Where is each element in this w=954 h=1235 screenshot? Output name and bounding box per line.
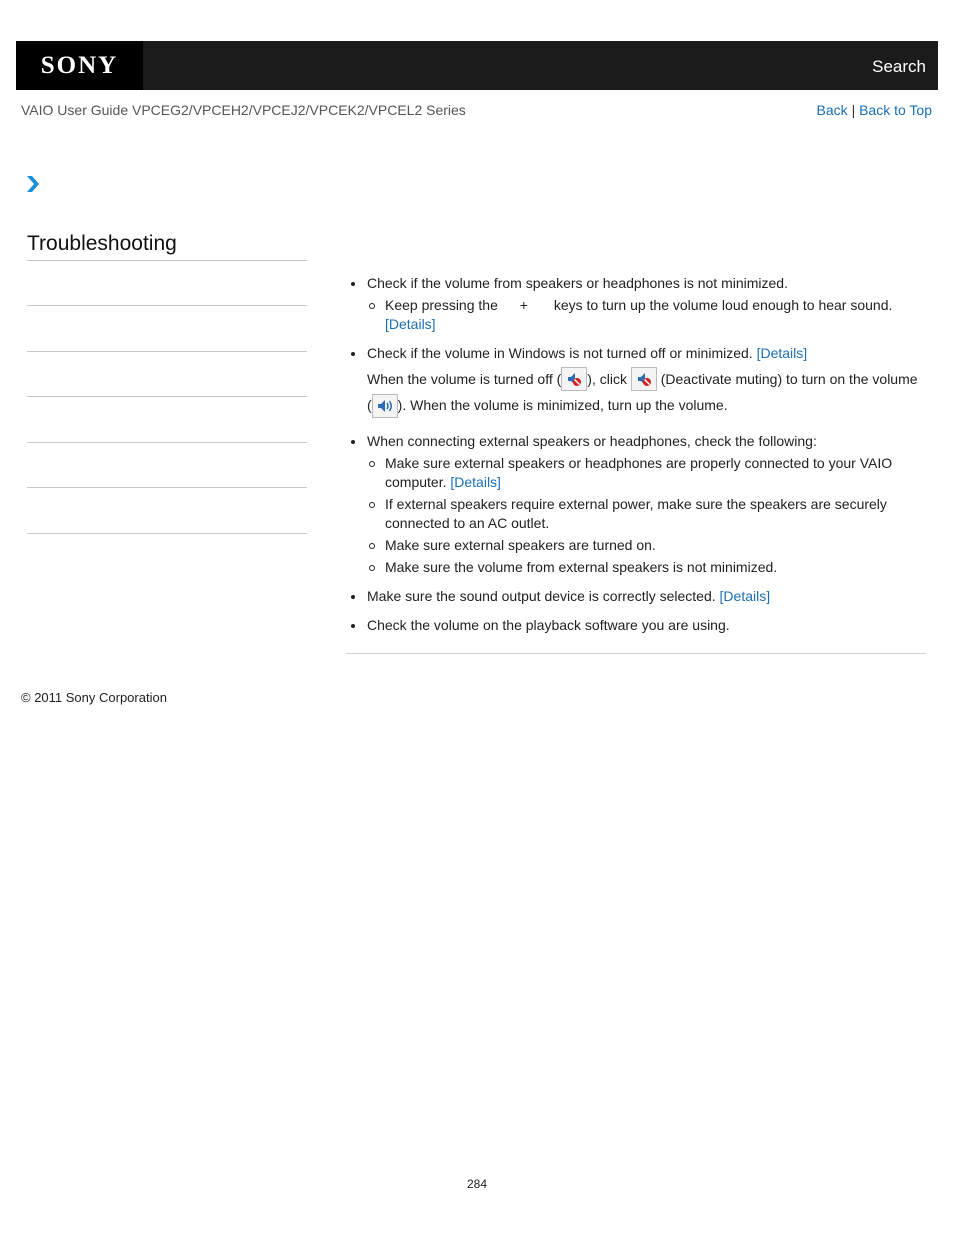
- sidebar-divider: [27, 533, 307, 534]
- volume-muted-icon: [561, 367, 587, 391]
- sidebar-divider: [27, 351, 307, 352]
- list-item: [346, 432, 926, 577]
- item-text: Keep pressing the: [385, 297, 498, 313]
- details-link[interactable]: [Details]: [450, 473, 501, 490]
- item-text: Make sure external speakers or headphones are properly connected to your VAIO computer.: [385, 454, 893, 490]
- breadcrumb-chevron-icon[interactable]: [25, 175, 41, 193]
- sub-list-item: [367, 495, 926, 533]
- item-text: Make sure the sound output device is correctly selected.: [367, 587, 716, 604]
- sidebar-divider: [27, 442, 307, 443]
- content-divider: [346, 653, 926, 654]
- sub-list-item: [367, 454, 926, 492]
- item-text: Check the volume on the playback software you are using.: [367, 616, 730, 633]
- item-text: Check if the volume from speakers or headphones is not minimized.: [367, 275, 788, 291]
- details-link[interactable]: [Details]: [756, 345, 808, 361]
- search-button[interactable]: Search: [872, 57, 926, 76]
- item-detail: [367, 366, 926, 419]
- top-bar: [16, 41, 938, 90]
- details-link[interactable]: [Details]: [385, 316, 436, 332]
- sub-list-item: [367, 558, 926, 577]
- sidebar-divider: [27, 396, 307, 397]
- item-text: ), click: [587, 371, 627, 387]
- sidebar-divider: [27, 487, 307, 488]
- item-text: (Deactivate muting) to turn on the volume: [660, 371, 918, 387]
- item-text: Make sure the volume from external speakers is not minimized.: [385, 558, 778, 575]
- list-item: [346, 274, 926, 334]
- item-text: ). When the volume is minimized, turn up the volume.: [397, 397, 728, 414]
- back-link[interactable]: Back: [816, 102, 848, 118]
- volume-icon: [372, 394, 398, 418]
- deactivate-muting-icon[interactable]: [631, 367, 657, 391]
- logo-text: SONY: [40, 51, 119, 79]
- copyright: © 2011 Sony Corporation: [21, 690, 167, 705]
- sidebar-divider: [27, 305, 307, 306]
- item-text: Check if the volume in Windows is not turned off or minimized.: [367, 345, 753, 361]
- list-item: [346, 587, 926, 606]
- plus-sign: +: [519, 297, 528, 313]
- item-text: If external speakers require external power, make sure the speakers are securely connected to an AC outlet.: [385, 495, 887, 531]
- sub-list-item: [367, 536, 926, 555]
- sidebar-divider: [27, 260, 307, 261]
- item-text: When connecting external speakers or headphones, check the following:: [367, 432, 817, 449]
- guide-title: VAIO User Guide VPCEG2/VPCEH2/VPCEJ2/VPCEK2/VPCEL2 Series: [21, 102, 466, 118]
- list-item: [346, 344, 926, 419]
- item-text: When the volume is turned off (: [367, 371, 562, 387]
- sub-list-item: [367, 296, 926, 334]
- back-to-top-link[interactable]: Back to Top: [859, 102, 932, 118]
- main-content: [346, 274, 926, 635]
- item-text: keys to turn up the volume loud enough to hear sound.: [553, 297, 893, 313]
- item-text: (: [367, 397, 372, 414]
- page-number: 284: [466, 1177, 488, 1191]
- nav-links: [817, 102, 932, 118]
- sidebar-title: Troubleshooting: [27, 232, 177, 255]
- sony-logo[interactable]: [16, 41, 143, 90]
- nav-separator: |: [851, 102, 856, 118]
- details-link[interactable]: [Details]: [719, 587, 771, 604]
- list-item: [346, 616, 926, 635]
- item-text: Make sure external speakers are turned on.: [385, 536, 656, 553]
